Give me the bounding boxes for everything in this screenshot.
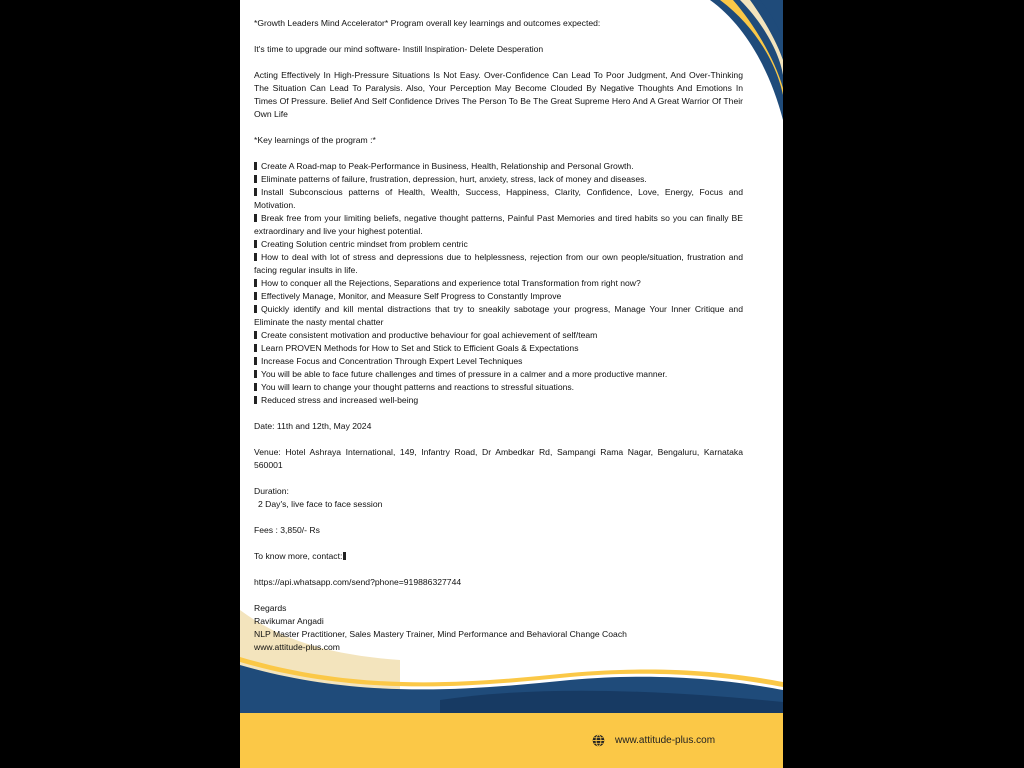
- list-item: Create consistent motivation and productive behaviour for goal achievement of self/team: [254, 329, 743, 342]
- bullet-marker-icon: [254, 396, 257, 404]
- list-item: Quickly identify and kill mental distractions that try to sneakily sabotage your progress, Manage Your Inner Critique and Eliminate the nasty mental chatter: [254, 304, 743, 327]
- globe-icon: [592, 734, 605, 747]
- bullet-marker-icon: [254, 305, 257, 313]
- list-item: Creating Solution centric mindset from problem centric: [254, 238, 743, 251]
- list-item: Create A Road-map to Peak-Performance in Business, Health, Relationship and Personal Growth.: [254, 160, 743, 173]
- list-item: Break free from your limiting beliefs, negative thought patterns, Painful Past Memories and tired habits so you can finally BE extraordinary and live your highest potential.: [254, 213, 743, 236]
- list-item: You will be able to face future challenges and times of pressure in a calmer and a more productive manner.: [254, 368, 743, 381]
- bullet-marker-icon: [254, 253, 257, 261]
- bullet-marker-icon: [254, 383, 257, 391]
- signatory-name: Ravikumar Angadi: [254, 616, 324, 626]
- cursor-marker-icon: [343, 552, 346, 560]
- bullet-marker-icon: [254, 370, 257, 378]
- bullet-marker-icon: [254, 331, 257, 339]
- duration-value: 2 Day's, live face to face session: [258, 499, 383, 509]
- event-date: Date: 11th and 12th, May 2024: [254, 421, 372, 431]
- event-venue: Venue: Hotel Ashraya International, 149, Infantry Road, Dr Ambedkar Rd, Sampangi Rama Nagar, Bengaluru, Karnataka 560001: [254, 447, 743, 470]
- header-line: *Growth Leaders Mind Accelerator* Program overall key learnings and outcomes expected:: [254, 18, 601, 28]
- bullet-marker-icon: [254, 292, 257, 300]
- footer-website-text: www.attitude-plus.com: [615, 735, 716, 746]
- contact-line: To know more, contact:: [254, 550, 743, 563]
- list-item: You will learn to change your thought patterns and reactions to stressful situations.: [254, 381, 743, 394]
- document-page: [240, 0, 783, 768]
- footer-website[interactable]: [592, 734, 715, 747]
- bullet-marker-icon: [254, 344, 257, 352]
- bullet-marker-icon: [254, 279, 257, 287]
- whatsapp-link[interactable]: https://api.whatsapp.com/send?phone=919886327744: [254, 577, 462, 587]
- tagline: It's time to upgrade our mind software- Instill Inspiration- Delete Desperation: [254, 44, 544, 54]
- list-item: How to conquer all the Rejections, Separations and experience total Transformation from right now?: [254, 277, 743, 290]
- signatory-website[interactable]: www.attitude-plus.com: [254, 642, 340, 652]
- bullet-marker-icon: [254, 214, 257, 222]
- bullet-marker-icon: [254, 240, 257, 248]
- regards: Regards: [254, 603, 287, 613]
- list-item: Increase Focus and Concentration Through Expert Level Techniques: [254, 355, 743, 368]
- bullet-marker-icon: [254, 357, 257, 365]
- duration-label: Duration:: [254, 486, 289, 496]
- signatory-role: NLP Master Practitioner, Sales Mastery Trainer, Mind Performance and Behavioral Change Coach: [254, 629, 627, 639]
- fees: Fees : 3,850/- Rs: [254, 525, 320, 535]
- bullet-marker-icon: [254, 162, 257, 170]
- bullet-marker-icon: [254, 188, 257, 196]
- list-item: Eliminate patterns of failure, frustration, depression, hurt, anxiety, stress, lack of money and diseases.: [254, 173, 743, 186]
- list-item: Effectively Manage, Monitor, and Measure Self Progress to Constantly Improve: [254, 290, 743, 303]
- intro-paragraph: Acting Effectively In High-Pressure Situations Is Not Easy. Over-Confidence Can Lead To Poor Judgment, And Over-Thinking The Situation Can Lead To Paralysis. Also, Your Perception May Become Clouded By Negative Thoughts And Emotions In Times Of Pressure. Belief And Self Confidence Drives The Person To Be The Great Supreme Hero And A Great Warrior Of Their Own Life: [254, 70, 743, 119]
- list-item: Reduced stress and increased well-being: [254, 394, 743, 407]
- bullet-marker-icon: [254, 175, 257, 183]
- list-item: Install Subconscious patterns of Health, Wealth, Success, Happiness, Clarity, Confidence, Love, Energy, Focus and Motivation.: [254, 187, 743, 210]
- list-item: Learn PROVEN Methods for How to Set and Stick to Efficient Goals & Expectations: [254, 342, 743, 355]
- key-learnings-title: *Key learnings of the program :*: [254, 135, 376, 145]
- document-body: [254, 17, 743, 654]
- learnings-list: [254, 160, 743, 407]
- list-item: How to deal with lot of stress and depressions due to helplessness, rejection from our own people/situation, frustration and facing regular insults in life.: [254, 252, 743, 275]
